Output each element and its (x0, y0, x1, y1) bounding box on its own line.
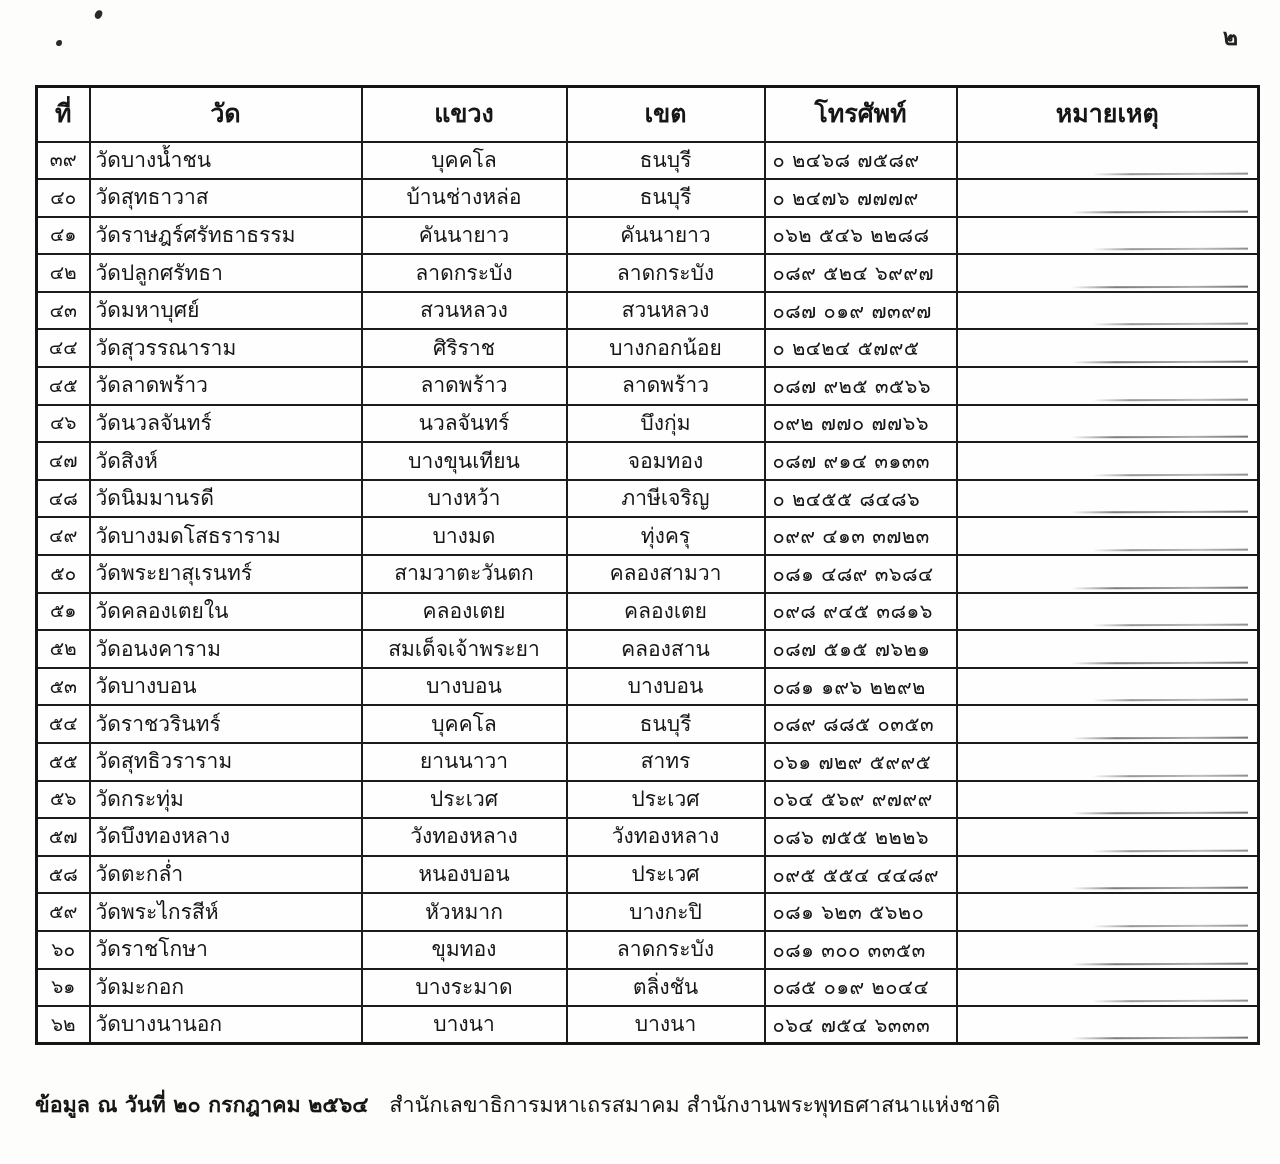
table-row (37, 329, 1259, 367)
cell-district: ธนบุรี (567, 705, 765, 743)
table-row (37, 217, 1259, 255)
cell-no: ๖๐ (37, 931, 90, 969)
ink-speck (94, 9, 103, 20)
cell-district: จอมทอง (567, 442, 765, 480)
header-subdistrict: แขวง (362, 87, 567, 142)
cell-temple-name: วัดพระไกรสีห์ (90, 893, 362, 931)
table-row (37, 630, 1259, 668)
cell-subdistrict: บางระมาด (362, 969, 567, 1007)
cell-no: ๕๖ (37, 781, 90, 819)
cell-temple-name: วัดสิงห์ (90, 442, 362, 480)
header-district: เขต (567, 87, 765, 142)
cell-note (957, 931, 1259, 969)
table-row (37, 254, 1259, 292)
footer-organization: สำนักเลขาธิการมหาเถรสมาคม สำนักงานพระพุทธศาสนาแห่งชาติ (389, 1093, 1001, 1118)
cell-temple-name: วัดกระทุ่ม (90, 781, 362, 819)
table-row (37, 442, 1259, 480)
cell-temple-name: วัดบึงทองหลาง (90, 818, 362, 856)
cell-phone: ๐๘๗ ๐๑๙ ๗๓๙๗ (765, 292, 957, 330)
footer-data-date: ข้อมูล ณ วันที่ ๒๐ กรกฎาคม ๒๕๖๔ (35, 1093, 369, 1118)
cell-no: ๖๑ (37, 969, 90, 1007)
cell-temple-name: วัดปลูกศรัทธา (90, 254, 362, 292)
cell-district: บางกอกน้อย (567, 329, 765, 367)
cell-no: ๔๐ (37, 179, 90, 217)
cell-note (957, 292, 1259, 330)
cell-phone: ๐๙๙ ๔๑๓ ๓๗๒๓ (765, 517, 957, 555)
cell-temple-name: วัดราชโกษา (90, 931, 362, 969)
cell-note (957, 818, 1259, 856)
cell-phone: ๐๖๒ ๕๔๖ ๒๒๘๘ (765, 217, 957, 255)
cell-phone: ๐ ๒๔๒๔ ๕๗๙๕ (765, 329, 957, 367)
cell-district: บางนา (567, 1006, 765, 1044)
cell-district: ตลิ่งชัน (567, 969, 765, 1007)
cell-no: ๔๑ (37, 217, 90, 255)
cell-temple-name: วัดมหาบุศย์ (90, 292, 362, 330)
cell-note (957, 254, 1259, 292)
cell-no: ๕๓ (37, 668, 90, 706)
table-row (37, 743, 1259, 781)
cell-phone: ๐ ๒๔๖๘ ๗๕๘๙ (765, 142, 957, 180)
cell-no: ๕๙ (37, 893, 90, 931)
cell-subdistrict: บ้านช่างหล่อ (362, 179, 567, 217)
cell-temple-name: วัดราษฎร์ศรัทธาธรรม (90, 217, 362, 255)
cell-temple-name: วัดลาดพร้าว (90, 367, 362, 405)
cell-subdistrict: ลาดพร้าว (362, 367, 567, 405)
cell-district: ทุ่งครุ (567, 517, 765, 555)
cell-temple-name: วัดพระยาสุเรนทร์ (90, 555, 362, 593)
cell-note (957, 593, 1259, 631)
cell-district: ภาษีเจริญ (567, 480, 765, 518)
header-no: ที่ (37, 87, 90, 142)
cell-district: สาทร (567, 743, 765, 781)
cell-temple-name: วัดสุวรรณาราม (90, 329, 362, 367)
cell-district: บึงกุ่ม (567, 405, 765, 443)
cell-subdistrict: บางขุนเทียน (362, 442, 567, 480)
cell-subdistrict: คลองเตย (362, 593, 567, 631)
table-row (37, 292, 1259, 330)
cell-subdistrict: หัวหมาก (362, 893, 567, 931)
cell-no: ๕๑ (37, 593, 90, 631)
cell-district: ลาดกระบัง (567, 931, 765, 969)
cell-no: ๓๙ (37, 142, 90, 180)
cell-temple-name: วัดสุทธิวราราม (90, 743, 362, 781)
cell-phone: ๐๙๕ ๕๕๔ ๔๔๘๙ (765, 856, 957, 894)
ink-speck (56, 40, 62, 46)
table-row (37, 668, 1259, 706)
cell-phone: ๐๘๗ ๙๑๔ ๓๑๓๓ (765, 442, 957, 480)
cell-phone: ๐๙๒ ๗๗๐ ๗๗๖๖ (765, 405, 957, 443)
cell-no: ๕๘ (37, 856, 90, 894)
cell-subdistrict: บางนา (362, 1006, 567, 1044)
cell-note (957, 329, 1259, 367)
cell-district: ลาดกระบัง (567, 254, 765, 292)
table-row (37, 818, 1259, 856)
table-row (37, 179, 1259, 217)
cell-no: ๔๕ (37, 367, 90, 405)
table-row (37, 931, 1259, 969)
cell-no: ๖๒ (37, 1006, 90, 1044)
cell-temple-name: วัดมะกอก (90, 969, 362, 1007)
cell-no: ๔๗ (37, 442, 90, 480)
header-phone: โทรศัพท์ (765, 87, 957, 142)
cell-note (957, 405, 1259, 443)
cell-district: ธนบุรี (567, 142, 765, 180)
cell-district: คันนายาว (567, 217, 765, 255)
cell-subdistrict: ลาดกระบัง (362, 254, 567, 292)
cell-note (957, 179, 1259, 217)
cell-phone: ๐ ๒๔๗๖ ๗๗๗๙ (765, 179, 957, 217)
cell-subdistrict: สวนหลวง (362, 292, 567, 330)
cell-district: ธนบุรี (567, 179, 765, 217)
table-row (37, 705, 1259, 743)
cell-phone: ๐๘๗ ๕๑๕ ๗๖๒๑ (765, 630, 957, 668)
cell-subdistrict: ประเวศ (362, 781, 567, 819)
cell-note (957, 705, 1259, 743)
cell-no: ๕๔ (37, 705, 90, 743)
cell-no: ๔๘ (37, 480, 90, 518)
cell-note (957, 555, 1259, 593)
cell-phone: ๐๖๔ ๕๖๙ ๙๗๙๙ (765, 781, 957, 819)
cell-phone: ๐๘๗ ๙๒๕ ๓๕๖๖ (765, 367, 957, 405)
cell-no: ๔๒ (37, 254, 90, 292)
table-row (37, 367, 1259, 405)
cell-subdistrict: สามวาตะวันตก (362, 555, 567, 593)
header-remarks: หมายเหตุ (957, 87, 1259, 142)
cell-subdistrict: บุคคโล (362, 142, 567, 180)
cell-subdistrict: ขุมทอง (362, 931, 567, 969)
cell-note (957, 480, 1259, 518)
cell-subdistrict: ศิริราช (362, 329, 567, 367)
cell-note (957, 743, 1259, 781)
cell-district: ประเวศ (567, 856, 765, 894)
cell-subdistrict: นวลจันทร์ (362, 405, 567, 443)
cell-note (957, 1006, 1259, 1044)
cell-subdistrict: วังทองหลาง (362, 818, 567, 856)
cell-temple-name: วัดนวลจันทร์ (90, 405, 362, 443)
cell-phone: ๐๘๑ ๖๒๓ ๕๖๒๐ (765, 893, 957, 931)
page-number: ๒ (1222, 25, 1238, 51)
cell-no: ๕๗ (37, 818, 90, 856)
temple-directory-table (35, 85, 1260, 1045)
cell-phone: ๐๘๙ ๘๘๕ ๐๓๕๓ (765, 705, 957, 743)
table-row (37, 517, 1259, 555)
cell-temple-name: วัดบางมดโสธราราม (90, 517, 362, 555)
cell-no: ๔๖ (37, 405, 90, 443)
cell-district: คลองสามวา (567, 555, 765, 593)
cell-subdistrict: บางบอน (362, 668, 567, 706)
cell-temple-name: วัดบางน้ำชน (90, 142, 362, 180)
cell-phone: ๐๘๖ ๗๕๕ ๒๒๒๖ (765, 818, 957, 856)
cell-phone: ๐๘๑ ๓๐๐ ๓๓๕๓ (765, 931, 957, 969)
cell-district: บางบอน (567, 668, 765, 706)
cell-no: ๕๐ (37, 555, 90, 593)
table-row (37, 969, 1259, 1007)
header-row (37, 87, 1259, 142)
cell-note (957, 517, 1259, 555)
cell-note (957, 856, 1259, 894)
cell-temple-name: วัดบางนานอก (90, 1006, 362, 1044)
cell-note (957, 893, 1259, 931)
table-row (37, 1006, 1259, 1044)
cell-no: ๔๙ (37, 517, 90, 555)
cell-note (957, 442, 1259, 480)
cell-no: ๕๒ (37, 630, 90, 668)
cell-district: ลาดพร้าว (567, 367, 765, 405)
header-temple: วัด (90, 87, 362, 142)
cell-district: คลองสาน (567, 630, 765, 668)
cell-subdistrict: สมเด็จเจ้าพระยา (362, 630, 567, 668)
cell-phone: ๐๘๑ ๑๙๖ ๒๒๙๒ (765, 668, 957, 706)
cell-temple-name: วัดอนงคาราม (90, 630, 362, 668)
cell-temple-name: วัดราชวรินทร์ (90, 705, 362, 743)
cell-phone: ๐ ๒๔๕๕ ๘๔๘๖ (765, 480, 957, 518)
cell-phone: ๐๘๑ ๔๘๙ ๓๖๘๔ (765, 555, 957, 593)
cell-note (957, 217, 1259, 255)
table-body (37, 142, 1259, 1044)
cell-subdistrict: บางมด (362, 517, 567, 555)
cell-note (957, 668, 1259, 706)
table-row (37, 555, 1259, 593)
cell-phone: ๐๖๔ ๗๕๔ ๖๓๓๓ (765, 1006, 957, 1044)
cell-phone: ๐๘๙ ๕๒๔ ๖๙๙๗ (765, 254, 957, 292)
cell-temple-name: วัดนิมมานรดี (90, 480, 362, 518)
table-row (37, 480, 1259, 518)
cell-temple-name: วัดคลองเตยใน (90, 593, 362, 631)
cell-subdistrict: คันนายาว (362, 217, 567, 255)
cell-note (957, 142, 1259, 180)
cell-subdistrict: บุคคโล (362, 705, 567, 743)
cell-district: สวนหลวง (567, 292, 765, 330)
table-row (37, 593, 1259, 631)
cell-phone: ๐๘๕ ๐๑๙ ๒๐๔๔ (765, 969, 957, 1007)
cell-district: บางกะปิ (567, 893, 765, 931)
cell-no: ๔๔ (37, 329, 90, 367)
cell-note (957, 781, 1259, 819)
table-row (37, 893, 1259, 931)
cell-note (957, 630, 1259, 668)
cell-temple-name: วัดบางบอน (90, 668, 362, 706)
cell-temple-name: วัดสุทธาวาส (90, 179, 362, 217)
cell-subdistrict: บางหว้า (362, 480, 567, 518)
cell-temple-name: วัดตะกล่ำ (90, 856, 362, 894)
cell-note (957, 367, 1259, 405)
table-row (37, 781, 1259, 819)
cell-subdistrict: หนองบอน (362, 856, 567, 894)
cell-phone: ๐๙๘ ๙๔๕ ๓๘๑๖ (765, 593, 957, 631)
table-row (37, 405, 1259, 443)
cell-no: ๕๕ (37, 743, 90, 781)
cell-district: วังทองหลาง (567, 818, 765, 856)
cell-district: คลองเตย (567, 593, 765, 631)
cell-subdistrict: ยานนาวา (362, 743, 567, 781)
cell-note (957, 969, 1259, 1007)
footer-note (35, 1088, 1000, 1122)
table-row (37, 142, 1259, 180)
cell-district: ประเวศ (567, 781, 765, 819)
cell-phone: ๐๖๑ ๗๒๙ ๕๙๙๕ (765, 743, 957, 781)
table-row (37, 856, 1259, 894)
cell-no: ๔๓ (37, 292, 90, 330)
